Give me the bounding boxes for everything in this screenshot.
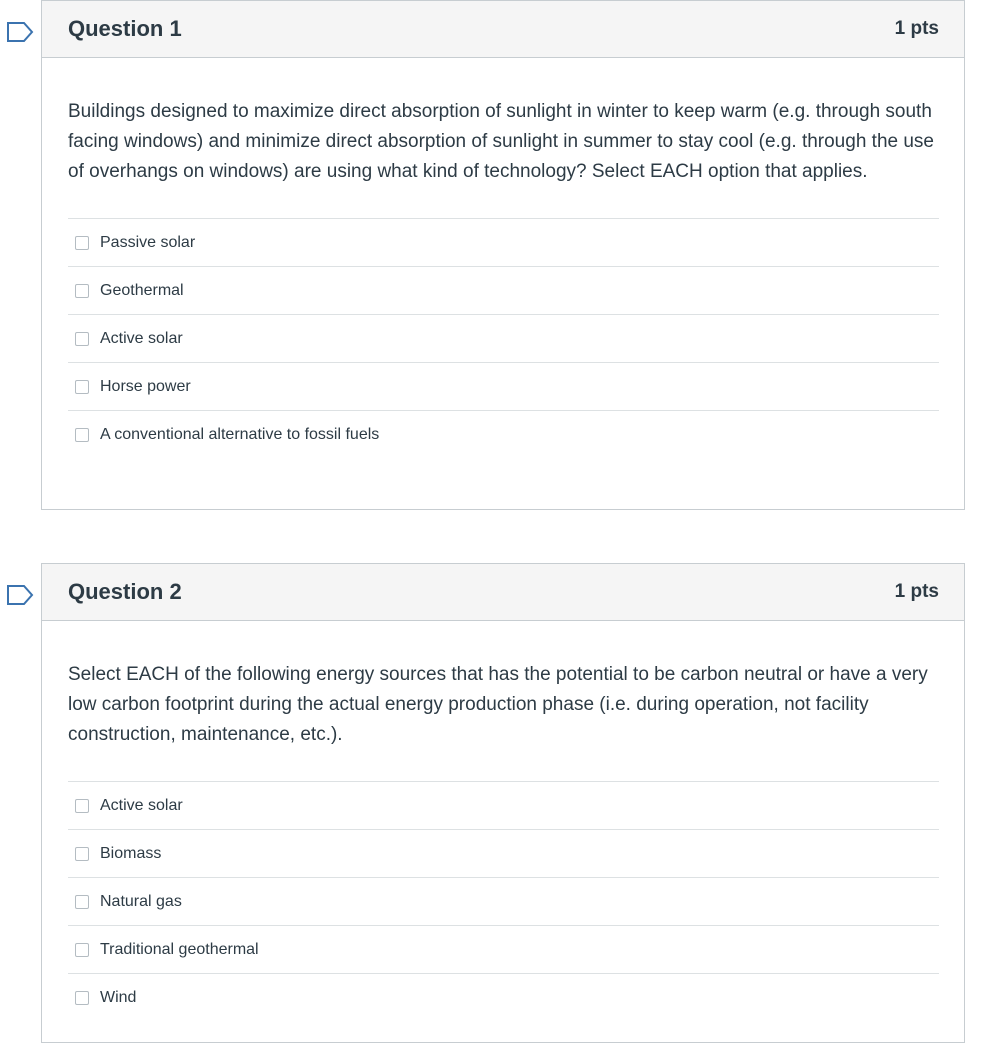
- answer-label: Geothermal: [100, 281, 184, 299]
- answer-label: Active solar: [100, 329, 183, 347]
- answer-option[interactable]: [68, 362, 939, 410]
- question-points: 1 pts: [894, 18, 939, 39]
- question-header: [42, 564, 964, 621]
- answer-checkbox[interactable]: [75, 847, 89, 861]
- answer-option[interactable]: [68, 218, 939, 266]
- answer-label: Traditional geothermal: [100, 940, 259, 958]
- answer-checkbox[interactable]: [75, 943, 89, 957]
- answer-label: Horse power: [100, 377, 191, 395]
- answer-label: Biomass: [100, 844, 162, 862]
- answer-label: A conventional alternative to fossil fuels: [100, 425, 380, 443]
- question-2: [41, 563, 965, 1043]
- answer-checkbox[interactable]: [75, 895, 89, 909]
- answer-option[interactable]: [68, 973, 939, 1021]
- answer-option[interactable]: [68, 266, 939, 314]
- answer-option[interactable]: [68, 925, 939, 973]
- answer-option[interactable]: [68, 410, 939, 458]
- flag-question-icon[interactable]: [5, 584, 35, 606]
- question-text: Buildings designed to maximize direct absorption of sunlight in winter to keep warm (e.g. through south facing windows) and minimize direct absorption of sunlight in summer to stay cool (e.g. through the use of overhangs on windows) are using what kind of technology? Select EACH option that applies.: [68, 101, 934, 182]
- answer-option[interactable]: [68, 877, 939, 925]
- answer-list: [68, 781, 939, 1021]
- answer-checkbox[interactable]: [75, 799, 89, 813]
- answer-label: Natural gas: [100, 892, 182, 910]
- answer-checkbox[interactable]: [75, 428, 89, 442]
- question-header: [42, 1, 964, 58]
- question-title: Question 1: [68, 16, 182, 41]
- answer-checkbox[interactable]: [75, 236, 89, 250]
- answer-option[interactable]: [68, 781, 939, 829]
- answer-checkbox[interactable]: [75, 332, 89, 346]
- question-points: 1 pts: [894, 581, 939, 602]
- answer-checkbox[interactable]: [75, 380, 89, 394]
- answer-label: Wind: [100, 988, 137, 1006]
- flag-question-icon[interactable]: [5, 21, 35, 43]
- answer-checkbox[interactable]: [75, 284, 89, 298]
- answer-label: Passive solar: [100, 233, 196, 251]
- answer-option[interactable]: [68, 829, 939, 877]
- question-1: [41, 0, 965, 510]
- answer-checkbox[interactable]: [75, 991, 89, 1005]
- answer-option[interactable]: [68, 314, 939, 362]
- question-title: Question 2: [68, 579, 182, 604]
- answer-list: [68, 218, 939, 458]
- question-text: Select EACH of the following energy sources that has the potential to be carbon neutral or have a very low carbon footprint during the actual energy production phase (i.e. during operation, not facility construction, maintenance, etc.).: [68, 664, 928, 745]
- answer-label: Active solar: [100, 796, 183, 814]
